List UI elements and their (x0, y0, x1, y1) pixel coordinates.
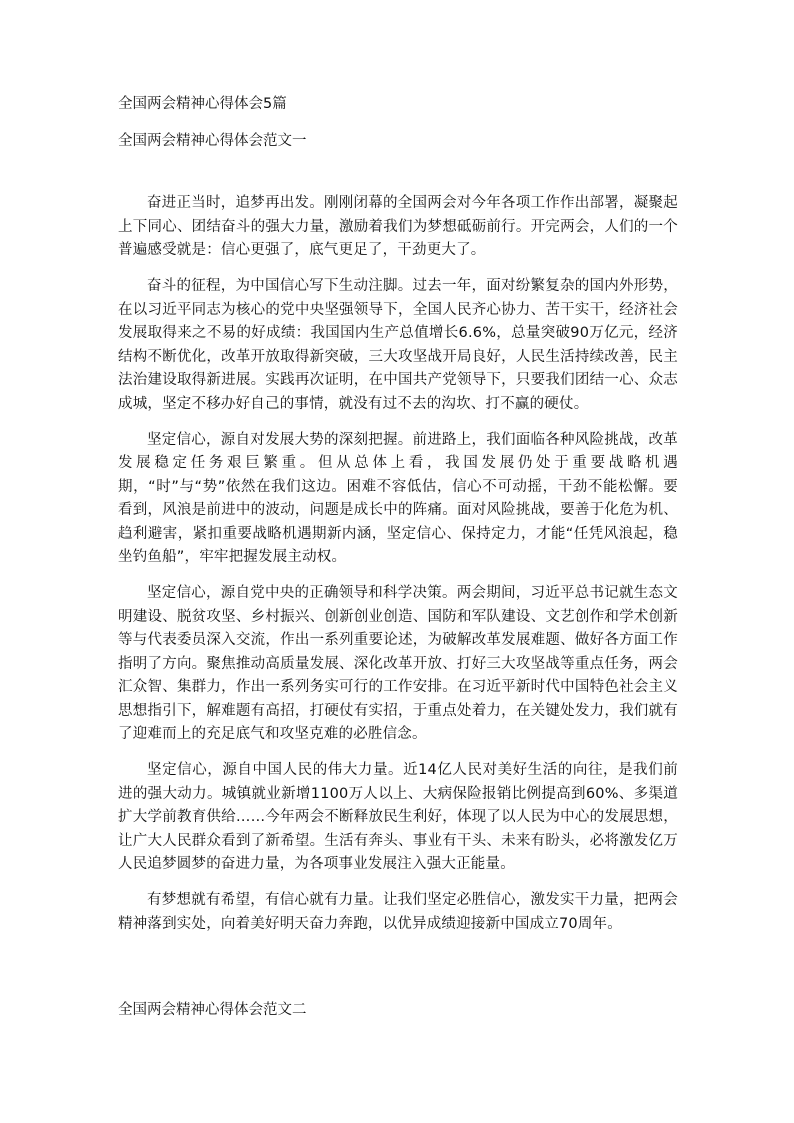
paragraph: 坚定信心，源自中国人民的伟大力量。近14亿人民对美好生活的向往，是我们前进的强大动力。城镇就业新增1100万人以上、大病保险报销比例提高到60%、多渠道扩大学前教育供给……今年两会不断释放民生利好，体现了以人民为中心的发展思想，让广大人民群众看到了新希望。生活有奔头、事业有干头、未来有盼头，必将激发亿万人民追梦圆梦的奋进力量，为各项事业发展注入强大正能量。 (118, 762, 678, 872)
document-title: 全国两会精神心得体会5篇 (118, 96, 287, 112)
paragraph: 坚定信心，源自对发展大势的深刻把握。前进路上，我们面临各种风险挑战，改革发展稳定任务艰巨繁重。但从总体上看，我国发展仍处于重要战略机遇期，“时”与“势”依然在我们这边。困难不容低估，信心不可动摇，干劲不能松懈。要看到，风浪是前进中的波动，问题是成长中的阵痛。面对风险挑战，要善于化危为机、趋利避害，紧扣重要战略机遇期新内涵，坚定信心、保持定力，才能“任凭风浪起，稳坐钓鱼船”，牢牢把握发展主动权。 (118, 431, 678, 565)
section-body-1 (118, 192, 678, 949)
paragraph: 坚定信心，源自党中央的正确领导和科学决策。两会期间，习近平总书记就生态文明建设、脱贫攻坚、乡村振兴、创新创业创造、国防和军队建设、文艺创作和学术创新等与代表委员深入交流，作出一系列重要论述，为破解改革发展难题、做好各方面工作指明了方向。聚焦推动高质量发展、深化改革开放、打好三大攻坚战等重点任务，两会汇众智、集群力，作出一系列务实可行的工作安排。在习近平新时代中国特色社会主义思想指引下，解难题有高招，打硬仗有实招，于重点处着力，在关键处发力，我们就有了迎难而上的充足底气和攻坚克难的必胜信念。 (118, 585, 678, 742)
paragraph: 有梦想就有希望，有信心就有力量。让我们坚定必胜信心，激发实干力量，把两会精神落到实处，向着美好明天奋力奔跑，以优异成绩迎接新中国成立70周年。 (118, 892, 678, 932)
paragraph: 奋进正当时，追梦再出发。刚刚闭幕的全国两会对今年各项工作作出部署，凝聚起上下同心、团结奋斗的强大力量，激励着我们为梦想砥砺前行。开完两会，人们的一个普遍感受就是：信心更强了，底气更足了，干劲更大了。 (118, 195, 678, 258)
paragraph: 奋斗的征程，为中国信心写下生动注脚。过去一年，面对纷繁复杂的国内外形势，在以习近平同志为核心的党中央坚强领导下，全国人民齐心协力、苦干实干，经济社会发展取得来之不易的好成绩：我国国内生产总值增长6.6%，总量突破90万亿元，经济结构不断优化，改革开放取得新突破，三大攻坚战开局良好，人民生活持续改善，民主法治建设取得新进展。实践再次证明，在中国共产党领导下，只要我们团结一心、众志成城，坚定不移办好自己的事情，就没有过不去的沟坎、打不赢的硬仗。 (118, 278, 678, 412)
section-heading-2: 全国两会精神心得体会范文二 (118, 1002, 307, 1018)
section-heading-1: 全国两会精神心得体会范文一 (118, 133, 307, 149)
